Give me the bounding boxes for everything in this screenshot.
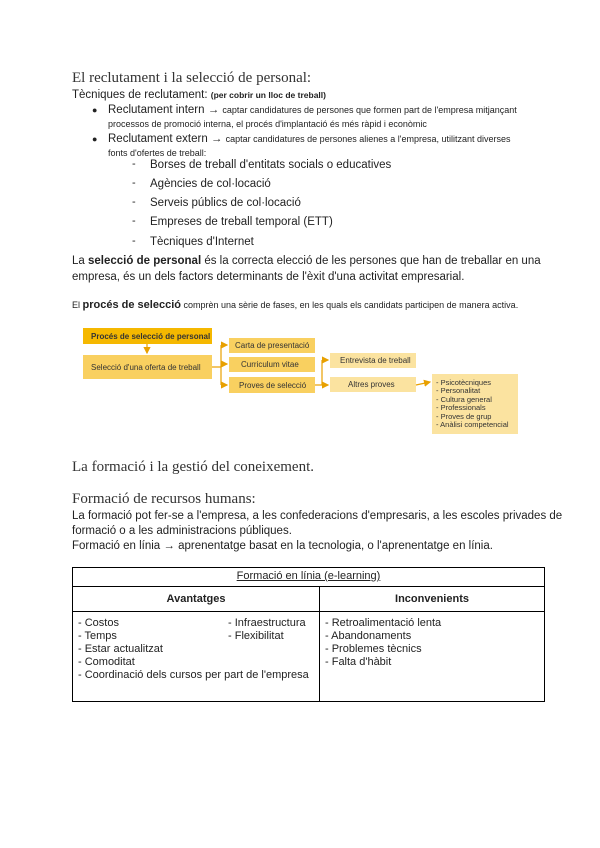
dash-2: -: [132, 177, 136, 189]
tecniques-label: Tècniques de reclutament:: [72, 89, 208, 101]
para-formacio-1a: La formació pot fer-se a l'empresa, a les confederacions d'empresaris, a les escoles privades de: [72, 510, 563, 522]
arrow-to-list: [416, 382, 430, 385]
dis-item: - Retroalimentació lenta: [325, 617, 442, 629]
fc-carta: Carta de presentació: [229, 338, 315, 353]
bullet-dot-2: ●: [92, 134, 98, 144]
fc-altres: Altres proves: [330, 377, 416, 392]
para-formacio-2: Formació en línia → aprenentatge basat en la tecnologia, o l'aprenentatge en línia.: [72, 540, 493, 552]
fc-list-item: - Proves de grup: [436, 411, 492, 421]
adv-item: - Temps: [78, 630, 117, 642]
fc-proves: Proves de selecció: [229, 377, 315, 393]
fc-list-item: - Psicotècniques: [436, 377, 492, 387]
sub-item-1: Borses de treball d'entitats socials o educatives: [150, 159, 392, 171]
table-header-row: [73, 587, 545, 612]
fc-list-item: - Professionals: [436, 403, 486, 412]
adv-item: - Estar actualitzat: [78, 643, 163, 655]
table-body-row: [73, 612, 545, 702]
para1-c: empresa, és un dels factors determinants de l'èxit d'una activitat empresarial.: [72, 271, 465, 283]
bullet-intern-text-b: processos de promoció interna, el procés d'implantació és més ràpid i econòmic: [108, 119, 427, 129]
adv-item: - Costos: [78, 617, 119, 629]
dash-5: -: [132, 235, 136, 247]
para2-a: El: [72, 300, 81, 310]
sub-item-2: Agències de col·locació: [150, 178, 271, 190]
section-title-recursos: Formació de recursos humans:: [72, 491, 256, 507]
bullet-dot-1: ●: [92, 105, 98, 115]
fc-list-item: - Personalitat: [436, 386, 481, 395]
tecniques-note: (per cobrir un lloc de treball): [210, 90, 326, 100]
bullet-intern-title: Reclutament intern →: [108, 104, 220, 116]
adv-item: - Infraestructura: [228, 617, 306, 629]
dis-item: - Abandonaments: [325, 630, 412, 642]
section-title-reclutament: El reclutament i la selecció de personal:: [72, 70, 312, 86]
adv-item: - Flexibilitat: [228, 630, 284, 642]
fc-cv: Curriculum vitae: [229, 357, 315, 372]
para2-b: comprèn una sèrie de fases, en les quals els candidats participen de manera activa.: [183, 300, 519, 310]
cell-avantatges: [73, 612, 320, 702]
sub-item-5: Tècniques d'Internet: [150, 236, 254, 248]
dash-3: -: [132, 196, 136, 208]
elearning-table: [72, 567, 545, 702]
para1-bold: selecció de personal: [88, 255, 202, 267]
table-title: Formació en línia (e-learning): [73, 568, 545, 587]
fc-list-item: - Cultura general: [436, 394, 492, 404]
fc-list-item: - Anàlisi competencial: [436, 420, 509, 429]
col-inconvenients: Inconvenients: [320, 587, 545, 612]
bullet-extern-title: Reclutament extern →: [108, 133, 223, 145]
fc-entrevista: Entrevista de treball: [330, 353, 416, 368]
bullet-extern-text-a: captar candidatures de persones alienes a l'empresa, utilitzant diverses: [225, 134, 511, 144]
sub-item-4: Empreses de treball temporal (ETT): [150, 216, 333, 228]
table-title-row: [73, 568, 545, 587]
section-title-formacio: La formació i la gestió del coneixement.: [72, 459, 314, 475]
para2-bold: procés de selecció: [82, 299, 181, 311]
fc-header: Procés de selecció de personal: [83, 328, 212, 344]
sub-item-3: Serveis públics de col·locació: [150, 197, 301, 209]
para1-a: La: [72, 255, 85, 267]
cell-inconvenients: [320, 612, 545, 702]
bullet-extern-text-b: fonts d'ofertes de treball:: [108, 148, 207, 158]
para1-b: és la correcta elecció de les persones que han de treballar en una: [204, 255, 541, 267]
bullet-intern-text-a: captar candidatures de persones que formen part de l'empresa mitjançant: [222, 105, 517, 115]
adv-item: - Coordinació dels cursos per part de l'empresa: [78, 669, 309, 681]
col-avantatges: Avantatges: [73, 587, 320, 612]
dis-item: - Falta d'hàbit: [325, 656, 392, 668]
fc-step1: Selecció d'una oferta de treball: [83, 355, 212, 379]
para-formacio-1b: formació o a les administracions públiques.: [72, 525, 292, 537]
adv-item: - Comoditat: [78, 656, 135, 668]
dis-item: - Problemes tècnics: [325, 643, 422, 655]
dash-4: -: [132, 215, 136, 227]
dash-1: -: [132, 158, 136, 170]
